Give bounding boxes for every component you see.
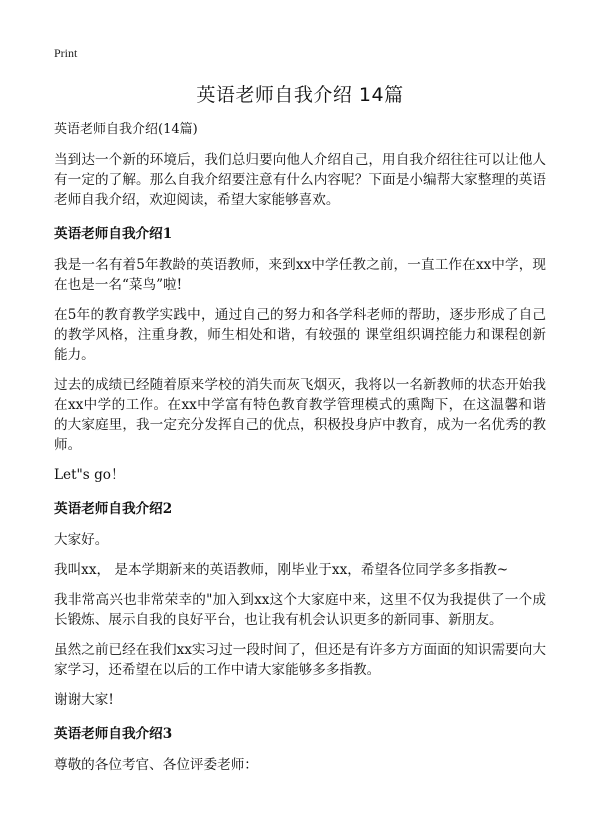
article-subtitle: 英语老师自我介绍(14篇) <box>54 122 198 137</box>
paragraph: 尊敬的各位考官、各位评委老师： <box>54 757 258 773</box>
paragraph: Let"s go！ <box>54 467 125 483</box>
paragraph: 我非常高兴也非常荣幸的"加入到xx这个大家庭中来，这里不仅为我提供了一个成长锻炼、展示自我的良好平台，也让我有机会认识更多的新同事、新朋友。 <box>54 592 546 628</box>
paragraph: 谢谢大家! <box>54 692 114 708</box>
paragraph: 大家好。 <box>54 532 109 548</box>
section-heading-3: 英语老师自我介绍3 <box>54 726 173 742</box>
paragraph: 我是一名有着5年教龄的英语教师，来到xx中学任教之前，一直工作在xx中学，现在也是一名“菜鸟”啦! <box>54 257 546 293</box>
paragraph: 在5年的教育教学实践中，通过自己的努力和各学科老师的帮助，逐步形成了自己的教学风格，注重身教，师生相处和谐，有较强的 课堂组织调控能力和课程创新能力。 <box>54 307 546 363</box>
section-heading-2: 英语老师自我介绍2 <box>54 501 173 517</box>
paragraph: 过去的成绩已经随着原来学校的消失而灰飞烟灭，我将以一名新教师的状态开始我在xx中学的工作。在xx中学富有特色教育教学管理模式的熏陶下，在这温馨和谐的大家庭里，我一定充分发挥自己的优点，积极投身庐中教育，成为一名优秀的教师。 <box>54 377 546 453</box>
section-heading-1: 英语老师自我介绍1 <box>54 226 173 242</box>
print-link[interactable]: Print <box>54 46 78 60</box>
page-title: 英语老师自我介绍 14篇 <box>196 84 404 106</box>
paragraph: 我叫xx， 是本学期新来的英语教师，刚毕业于xx，希望各位同学多多指教~ <box>54 562 509 578</box>
intro-paragraph: 当到达一个新的环境后，我们总归要向他人介绍自己，用自我介绍往往可以让他人有一定的了解。那么自我介绍要注意有什么内容呢？下面是小编帮大家整理的英语老师自我介绍，欢迎阅读，希望大家能够喜欢。 <box>54 152 546 208</box>
article-body <box>54 121 546 785</box>
paragraph: 虽然之前已经在我们xx实习过一段时间了，但还是有许多方方面面的知识需要向大家学习，还希望在以后的工作中请大家能够多多指教。 <box>54 642 546 678</box>
